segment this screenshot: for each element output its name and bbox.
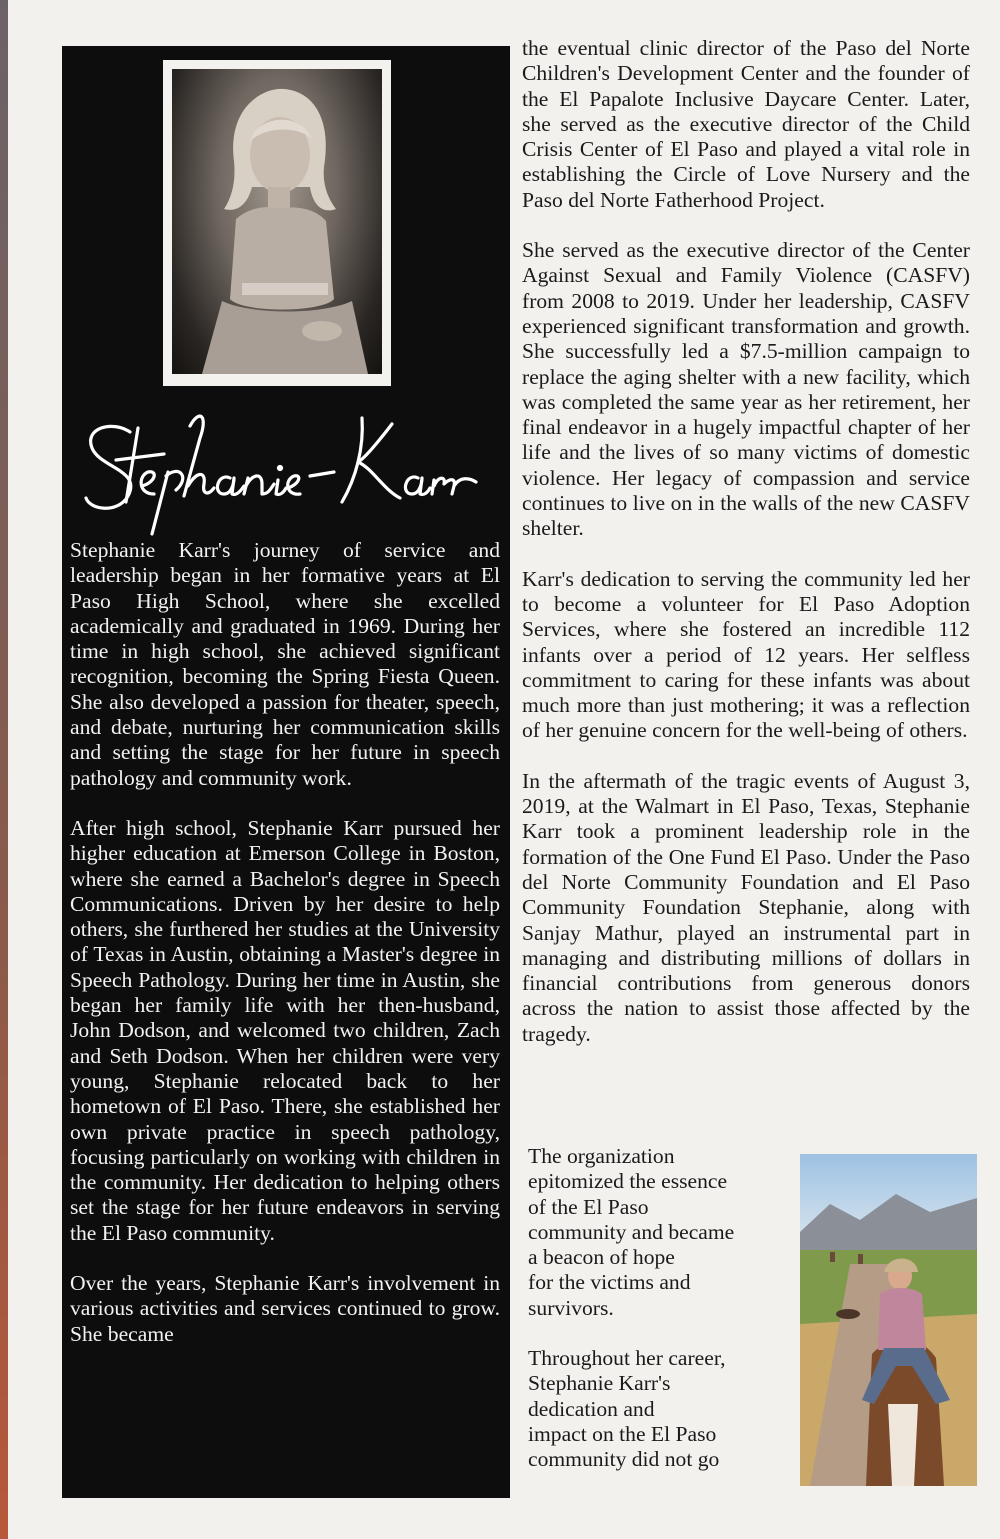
portrait-frame bbox=[163, 60, 391, 386]
portrait-illustration bbox=[172, 69, 382, 374]
portrait-photo-icon bbox=[172, 69, 382, 374]
right-paragraph-1: the eventual clinic director of the Paso del Norte Children's Development Center and the founder of the El Papalote Inclusive Daycare Center. Later, she served as the executive director of the Child Crisis Center of El Paso and played a vital role in establishing the Circle of Love Nursery and the Paso del Norte Fatherhood Project. bbox=[522, 36, 970, 212]
right-column-text bbox=[522, 36, 970, 1072]
text-line: Throughout her career, bbox=[528, 1346, 726, 1371]
text-line: of the El Paso bbox=[528, 1194, 649, 1219]
text-line: The organization bbox=[528, 1144, 675, 1168]
signature-graphic bbox=[72, 398, 482, 538]
text-line: dedication and bbox=[528, 1396, 655, 1421]
text-line: impact on the El Paso bbox=[528, 1421, 717, 1446]
text-line: a beacon of hope bbox=[528, 1245, 675, 1270]
wrap-paragraph-2 bbox=[528, 1346, 808, 1472]
page-edge bbox=[0, 0, 8, 1539]
left-column-text bbox=[70, 538, 500, 1372]
right-paragraph-3: Karr's dedication to serving the community led her to become a volunteer for El Paso Adoption Services, where she fostered an incredible 112 infants over a period of 12 years. Her selfless commitment to caring for these infants was about much more than just mothering; it was a reflection of her genuine concern for the well-being of others. bbox=[522, 566, 970, 743]
left-paragraph-1: Stephanie Karr's journey of service and leadership began in her formative years at El Paso High School, where she excelled academically and graduated in 1969. During her time in high school, she achieved significant recognition, becoming the Spring Fiesta Queen. She also developed a passion for theater, speech, and debate, nurturing her communication skills and setting the stage for her future in speech pathology and community work. bbox=[70, 538, 500, 790]
wrap-paragraph-1 bbox=[528, 1144, 808, 1321]
left-paragraph-3: Over the years, Stephanie Karr's involvement in various activities and services continued to grow. She became bbox=[70, 1271, 500, 1346]
left-paragraph-2: After high school, Stephanie Karr pursued her higher education at Emerson College in Boston, where she earned a Bachelor's degree in Speech Communications. Driven by her desire to help others, she furthered her studies at the University of Texas in Austin, obtaining a Master's degree in Speech Pathology. During her time in Austin, she began her family life with her then-husband, John Dodson, and welcomed two children, Zach and Seth Dodson. When her children were very young, Stephanie relocated back to her hometown of El Paso. There, she established her own private practice in speech pathology, focusing particularly on working with children in the community. Her dedication to helping others set the stage for her future endeavors in serving the El Paso community. bbox=[70, 815, 500, 1245]
text-line: community did not go bbox=[528, 1447, 720, 1472]
text-line: epitomized the essence bbox=[528, 1169, 728, 1194]
right-paragraph-4: In the aftermath of the tragic events of August 3, 2019, at the Walmart in El Paso, Texas, Stephanie Karr took a prominent leadership role in the formation of the One Fund El Paso. Under the Paso del Norte Community Foundation and El Paso Community Foundation Stephanie, along with Sanjay Mathur, played an instrumental part in managing and distributing millions of dollars in financial contributions from generous donors across the nation to assist those affected by the tragedy. bbox=[522, 768, 970, 1046]
text-line: Stephanie Karr's bbox=[528, 1371, 671, 1396]
text-line: community and became bbox=[528, 1219, 735, 1244]
text-line: survivors. bbox=[528, 1295, 614, 1320]
right-paragraph-2: She served as the executive director of the Center Against Sexual and Family Violence (CASFV) from 2008 to 2019. Under her leadership, CASFV experienced significant transformation and growth. She successfully led a $7.5-million campaign to replace the aging shelter with a new facility, which was completed the same year as her retirement, her final endeavor in a hugely impactful chapter of her life and the lives of so many victims of domestic violence. Her legacy of compassion and service continues to live on in the walls of the new CASFV shelter. bbox=[522, 238, 970, 541]
text-line: for the victims and bbox=[528, 1270, 691, 1295]
horseback-riding-photo-icon bbox=[800, 1154, 977, 1486]
wrapped-text-block bbox=[528, 1144, 808, 1498]
riding-photo-illustration bbox=[800, 1154, 977, 1486]
